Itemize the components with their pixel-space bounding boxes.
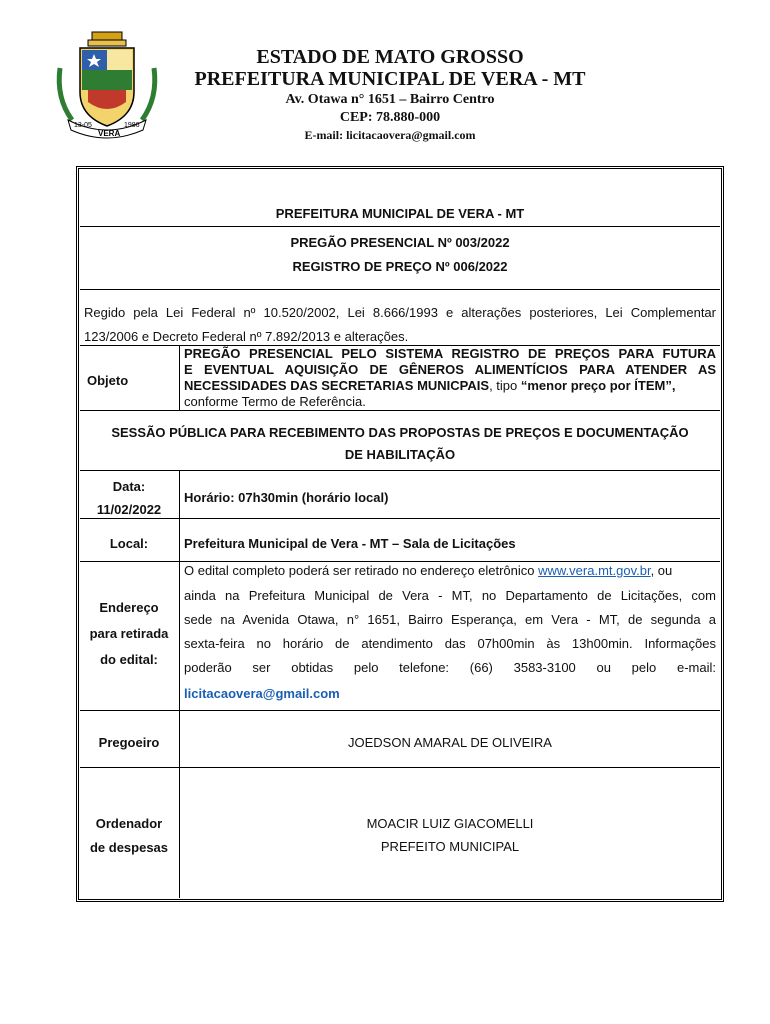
edital-line1: [184, 563, 716, 579]
column-divider: [179, 470, 180, 898]
objeto-line2: E EVENTUAL AQUISIÇÃO DE GÊNEROS ALIMENTÍCIOS PARA ATENDER AS: [184, 362, 716, 377]
doc-registro: REGISTRO DE PREÇO Nº 006/2022: [292, 259, 508, 274]
header-email: E-mail: licitacaovera@gmail.com: [304, 128, 476, 142]
endereco-label-1: Endereço: [99, 600, 159, 615]
local-label: Local:: [109, 536, 149, 551]
data-value: 11/02/2022: [96, 502, 162, 517]
email-link[interactable]: licitacaovera@gmail.com: [184, 686, 340, 701]
rule: [80, 561, 720, 562]
horario: Horário: 07h30min (horário local): [184, 490, 389, 505]
sessao-line1: SESSÃO PÚBLICA PARA RECEBIMENTO DAS PROPOSTAS DE PREÇOS E DOCUMENTAÇÃO: [111, 425, 689, 440]
local-value: Prefeitura Municipal de Vera - MT – Sala de Licitações: [184, 536, 516, 551]
website-link[interactable]: www.vera.mt.gov.br: [538, 563, 651, 578]
pregoeiro-label: Pregoeiro: [98, 735, 160, 750]
edital-line1-post: , ou: [650, 563, 673, 578]
ordenador-label-2: de despesas: [89, 840, 169, 855]
edital-line4: sexta-feira no horário de atendimento das 07h00min às 13h00min. Informações: [184, 636, 716, 651]
regido-line2: 123/2006 e Decreto Federal nº 7.892/2013 e alterações.: [84, 329, 409, 344]
objeto-line4: conforme Termo de Referência.: [184, 394, 366, 409]
crest-year-left: 13-05: [74, 122, 92, 129]
endereco-label-3: do edital:: [100, 652, 158, 667]
objeto-tipo: “menor preço por ÍTEM”,: [520, 378, 676, 393]
edital-line5: poderão ser obtidas pelo telefone: (66) 3583-3100 ou pelo e-mail:: [184, 660, 716, 675]
notice-frame: [76, 166, 724, 902]
data-label: Data:: [112, 479, 146, 494]
municipal-crest: [52, 28, 162, 144]
objeto-tipo-label: , tipo: [489, 378, 521, 393]
ordenador-role: PREFEITO MUNICIPAL: [380, 839, 520, 854]
objeto-label: Objeto: [87, 373, 129, 388]
header-address: Av. Otawa n° 1651 – Bairro Centro: [285, 92, 495, 107]
rule: [80, 518, 720, 519]
edital-line2: ainda na Prefeitura Municipal de Vera - MT, no Departamento de Licitações, com: [184, 588, 716, 603]
doc-org: PREFEITURA MUNICIPAL DE VERA - MT: [275, 206, 525, 221]
rule: [80, 289, 720, 290]
rule: [80, 710, 720, 711]
endereco-label-2: para retirada: [89, 626, 169, 641]
column-divider: [179, 345, 180, 410]
rule: [80, 470, 720, 471]
ordenador-name: MOACIR LUIZ GIACOMELLI: [366, 816, 534, 831]
header-cep: CEP: 78.880-000: [339, 110, 441, 125]
regido-line1: Regido pela Lei Federal nº 10.520/2002, Lei 8.666/1993 e alterações posteriores, Lei Complementar: [84, 305, 716, 320]
objeto-line1: PREGÃO PRESENCIAL PELO SISTEMA REGISTRO DE PREÇOS PARA FUTURA: [184, 346, 716, 361]
pregoeiro-name: JOEDSON AMARAL DE OLIVEIRA: [348, 735, 552, 750]
crest-year-right: 1986: [124, 122, 140, 129]
rule: [80, 767, 720, 768]
doc-pregao: PREGÃO PRESENCIAL Nº 003/2022: [290, 235, 510, 250]
objeto-necessidades: NECESSIDADES DAS SECRETARIAS MUNICPAIS: [184, 378, 490, 393]
edital-line1-pre: O edital completo poderá ser retirado no endereço eletrônico: [184, 563, 539, 578]
header-prefeitura: PREFEITURA MUNICIPAL DE VERA - MT: [194, 68, 586, 90]
header-state: ESTADO DE MATO GROSSO: [256, 46, 524, 68]
ordenador-label-1: Ordenador: [95, 816, 163, 831]
crest-name: VERA: [98, 129, 121, 138]
edital-line3: sede na Avenida Otawa, n° 1651, Bairro Esperança, em Vera - MT, de segunda a: [184, 612, 716, 627]
rule: [80, 226, 720, 227]
sessao-line2: DE HABILITAÇÃO: [344, 447, 456, 462]
objeto-line3: [184, 378, 716, 394]
rule: [80, 410, 720, 411]
